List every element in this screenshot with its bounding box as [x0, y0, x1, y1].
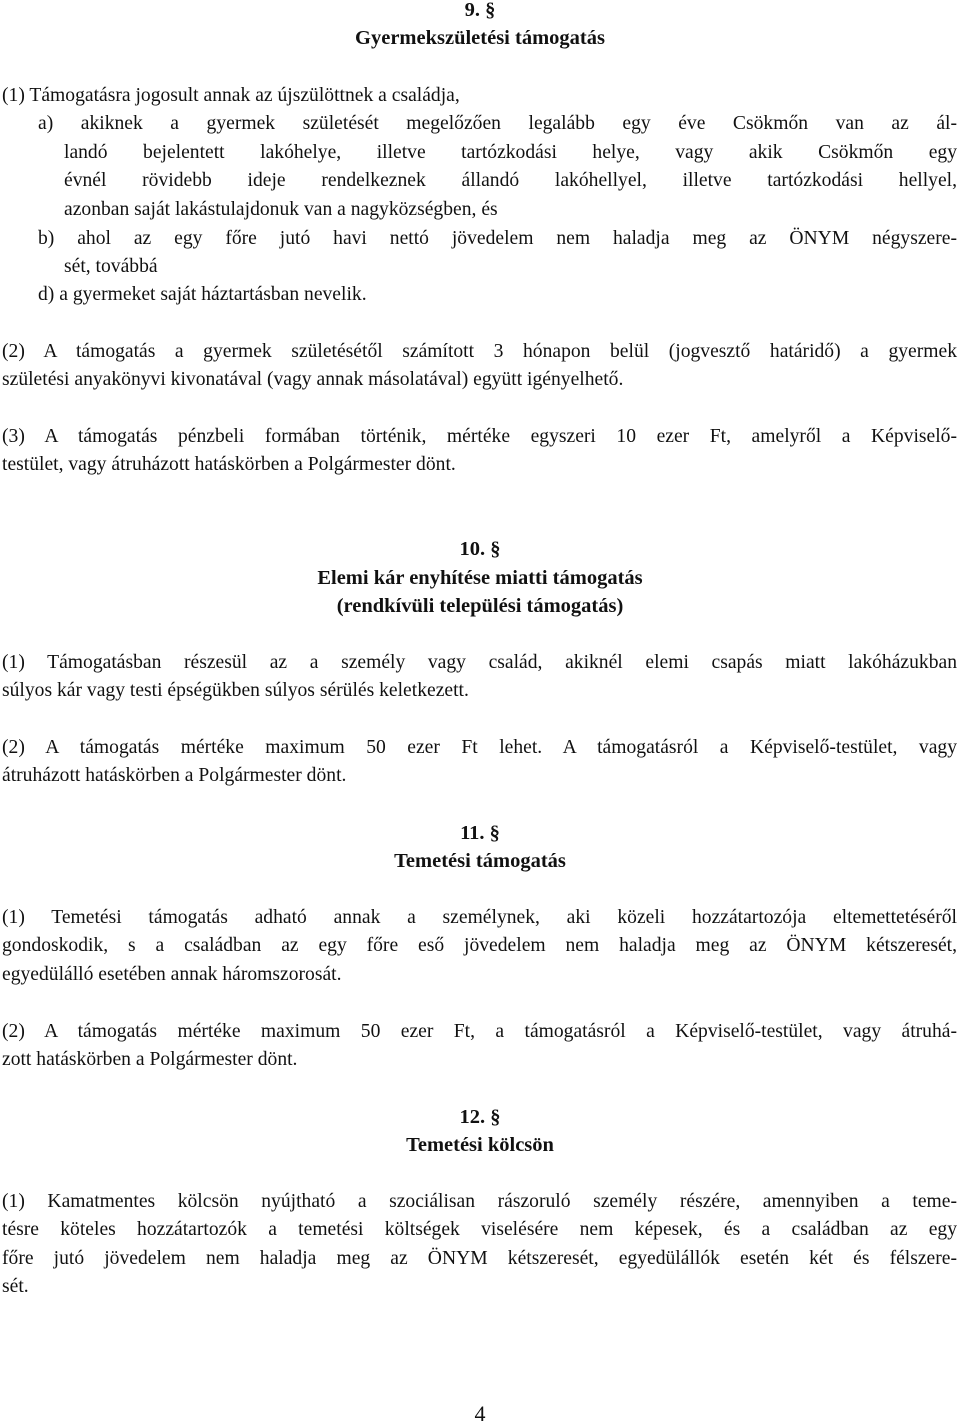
section-title: Temetési támogatás [394, 850, 566, 872]
page-number: 4 [474, 1401, 486, 1426]
paragraph-line: súlyos kár vagy testi épségükben súlyos sérülés keletkezett. [2, 680, 469, 701]
list-item-line: d) a gyermeket saját háztartásban nevelik. [38, 284, 367, 305]
paragraph-line: (1) Támogatásra jogosult annak az újszülöttnek a családja, [2, 85, 460, 106]
paragraph-line: (1) Temetési támogatás adható annak a személynek, aki közeli hozzátartozója eltemettetéséről [2, 907, 957, 928]
paragraph-line: egyedülálló esetében annak háromszorosát. [2, 964, 342, 985]
paragraph-line: (3) A támogatás pénzbeli formában történik, mértéke egyszeri 10 ezer Ft, amelyről a Képviselő- [2, 426, 957, 447]
section-number: 11. § [460, 822, 500, 844]
paragraph-line: átruházott hatáskörben a Polgármester dönt. [2, 765, 347, 786]
paragraph-line: főre jutó jövedelem nem haladja meg az ÖNYM kétszeresét, egyedülállók esetén két és félszere- [2, 1248, 957, 1269]
paragraph-line: születési anyakönyvi kivonatával (vagy annak másolatával) együtt igényelhető. [2, 369, 624, 390]
paragraph-line: (2) A támogatás mértéke maximum 50 ezer Ft lehet. A támogatásról a Képviselő-testület, vagy [2, 737, 957, 758]
paragraph-line: (1) Kamatmentes kölcsön nyújtható a szociálisan rászoruló személy részére, amennyiben a teme- [2, 1191, 957, 1212]
paragraph-line: (1) Támogatásban részesül az a személy vagy család, akiknél elemi csapás miatt lakóházukban [2, 652, 957, 673]
section-title: Gyermekszületési támogatás [355, 27, 605, 49]
section-title: Temetési kölcsön [406, 1134, 554, 1156]
paragraph-line: gondoskodik, s a családban az egy főre eső jövedelem nem haladja meg az ÖNYM kétszeresét, [2, 935, 957, 956]
list-item-line: landó bejelentett lakóhelye, illetve tartózkodási helye, vagy akik Csökmőn egy [64, 142, 957, 163]
paragraph-line: sét. [2, 1276, 29, 1297]
list-item-line: évnél rövidebb ideje rendelkeznek állandó lakóhellyel, illetve tartózkodási hellyel, [64, 170, 957, 191]
section-subtitle: (rendkívüli települési támogatás) [336, 595, 624, 617]
paragraph-line: testület, vagy átruházott hatáskörben a Polgármester dönt. [2, 454, 456, 475]
list-item-line: sét, továbbá [64, 256, 158, 277]
paragraph-line: tésre köteles hozzátartozók a temetési költségek viselésére nem képesek, és a családban az egy [2, 1219, 957, 1240]
paragraph-line: (2) A támogatás mértéke maximum 50 ezer Ft, a támogatásról a Képviselő-testület, vagy átruhá- [2, 1021, 957, 1042]
paragraph-line: (2) A támogatás a gyermek születésétől számított 3 hónapon belül (jogvesztő határidő) a gyermek [2, 341, 957, 362]
section-number: 12. § [459, 1106, 501, 1128]
section-number: 10. § [459, 538, 501, 560]
list-item-line: azonban saját lakástulajdonuk van a nagyközségben, és [64, 199, 498, 220]
section-title: Elemi kár enyhítése miatti támogatás [317, 567, 643, 589]
list-item-line: b) ahol az egy főre jutó havi nettó jövedelem nem haladja meg az ÖNYM négyszere- [38, 228, 957, 249]
paragraph-line: zott hatáskörben a Polgármester dönt. [2, 1049, 298, 1070]
section-number: 9. § [464, 0, 496, 21]
list-item-line: a) akiknek a gyermek születését megelőzően legalább egy éve Csökmőn van az ál- [38, 113, 957, 134]
